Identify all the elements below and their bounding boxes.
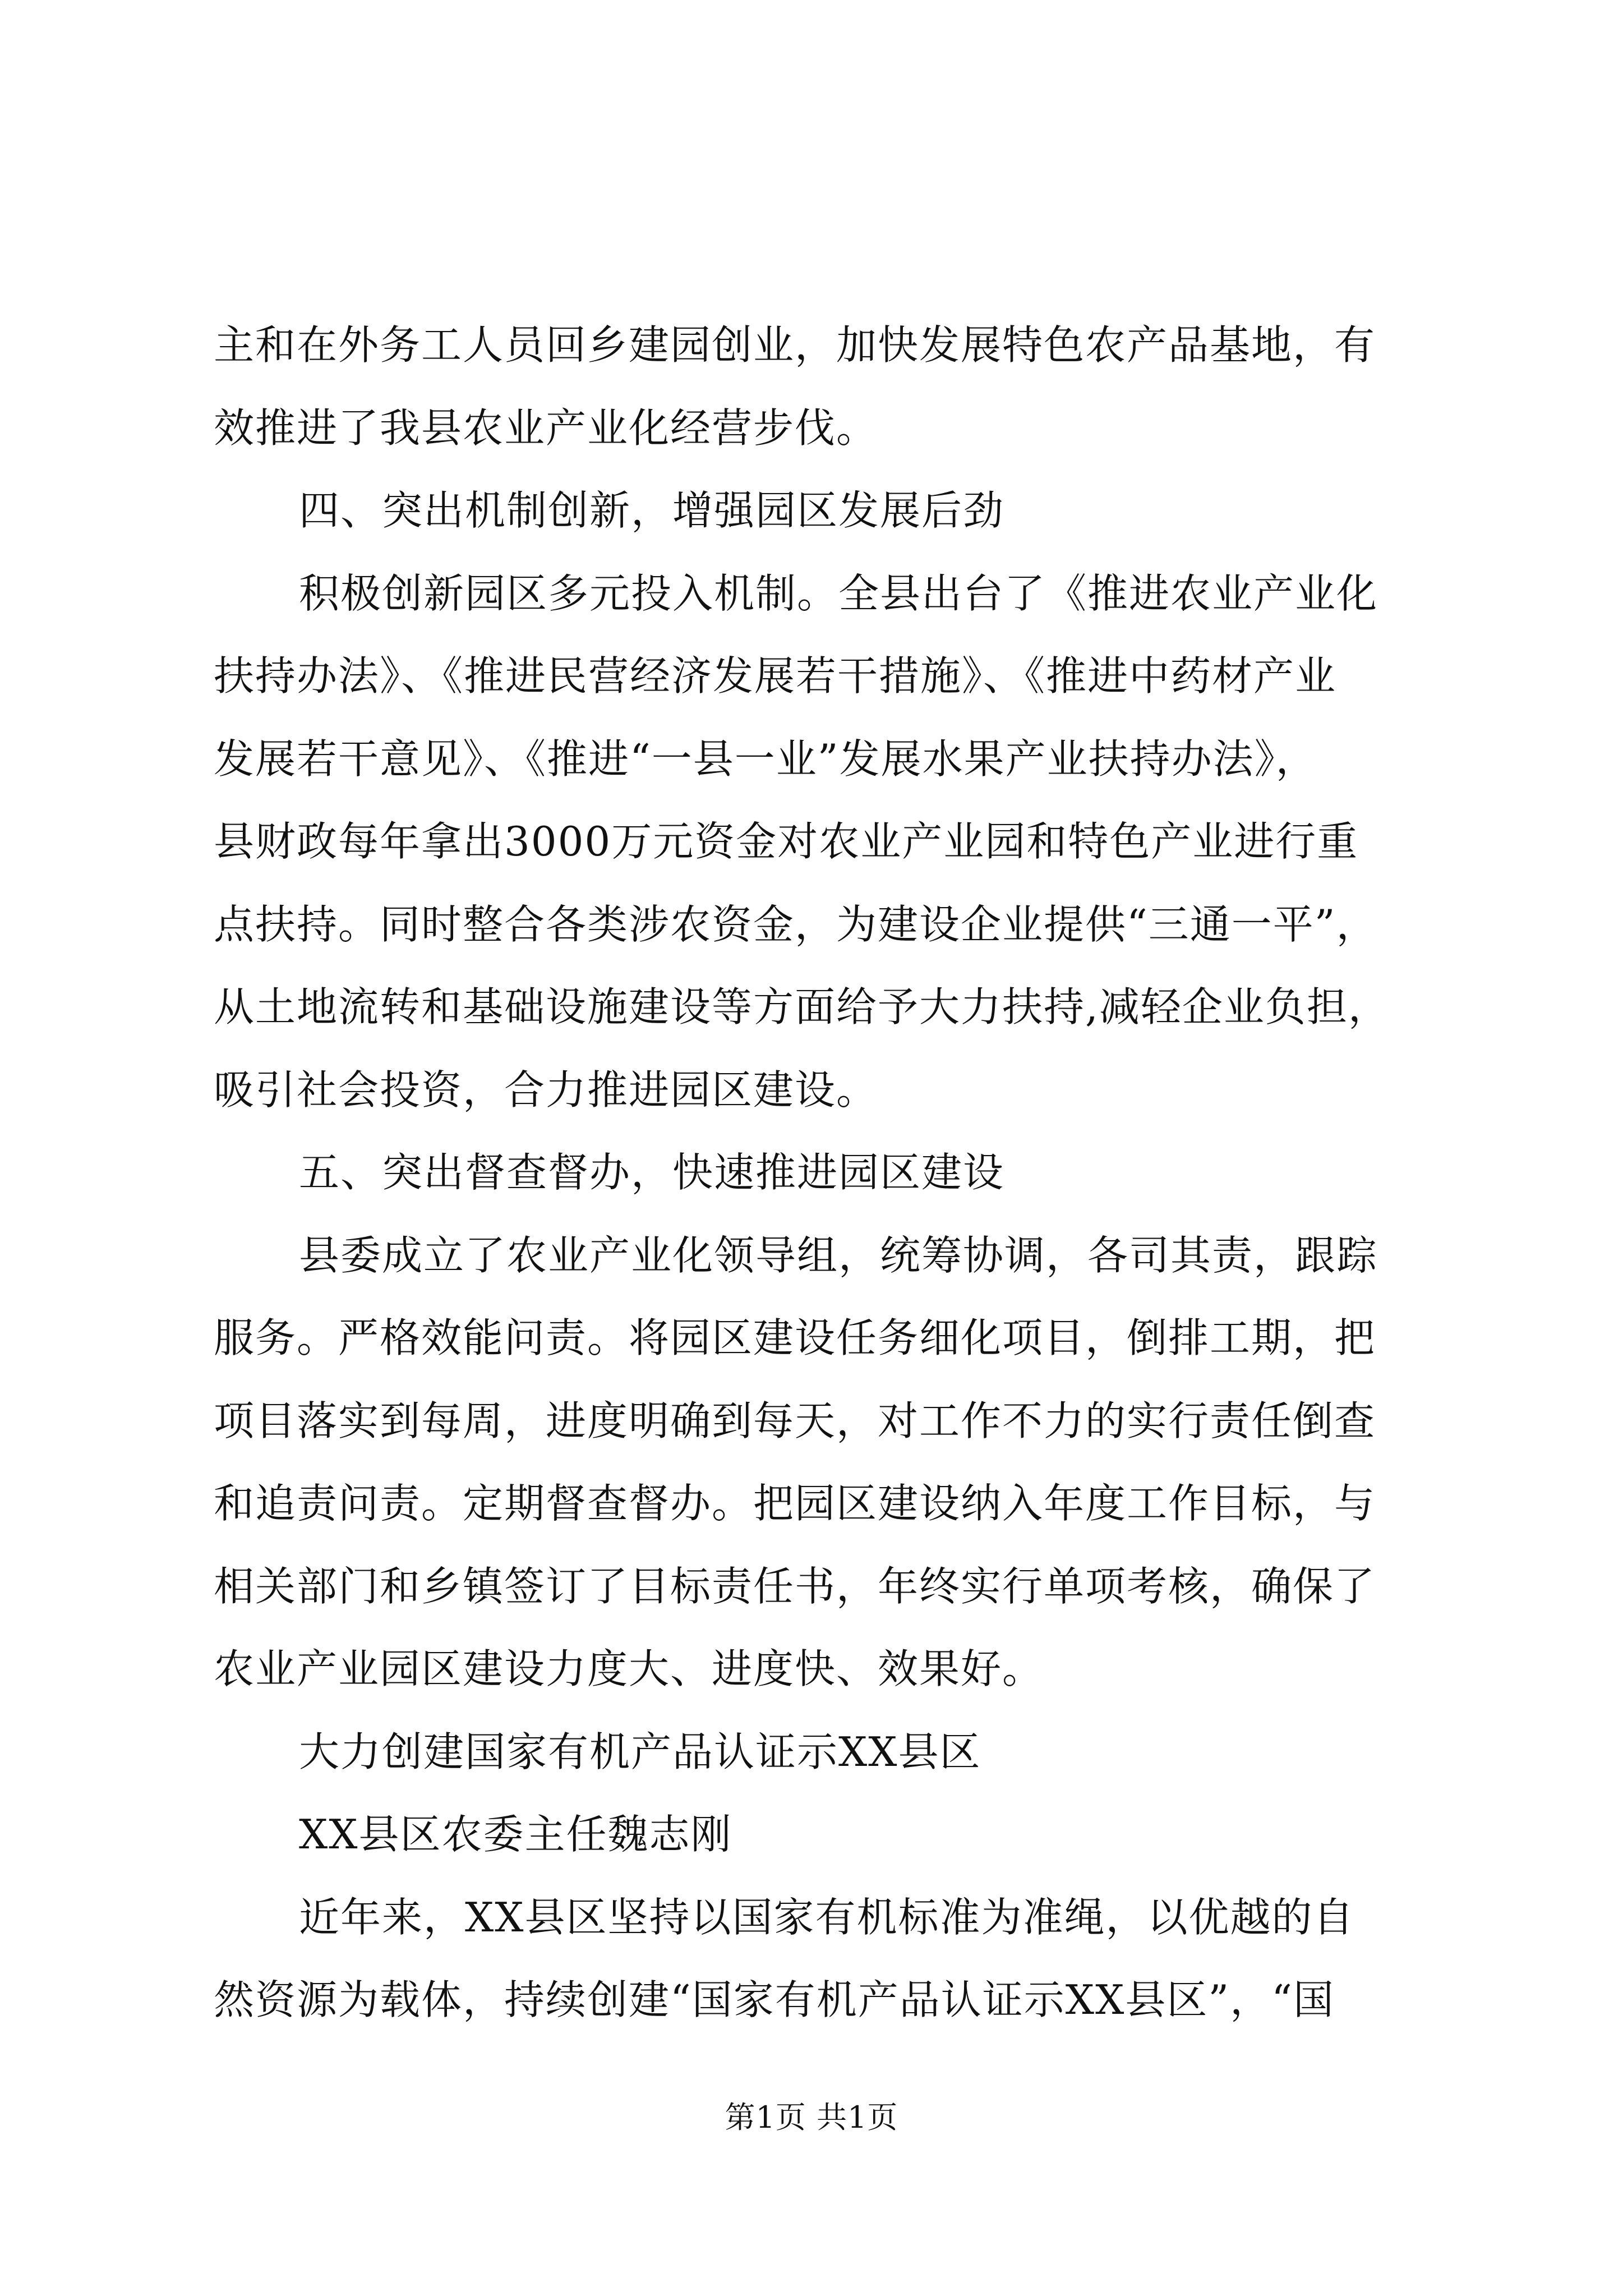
text-line: 项目落实到每周，进度明确到每天，对工作不力的实行责任倒查 [214, 1397, 1376, 1444]
text-line: 然资源为载体，持续创建“国家有机产品认证示XX县区”，“国 [214, 1976, 1335, 2023]
text-line: XX县区农委主任魏志刚 [299, 1811, 732, 1858]
text-line: 效推进了我县农业产业化经营步伐。 [214, 404, 878, 452]
text-line: 县财政每年拿出3000万元资金对农业产业园和特色产业进行重 [214, 818, 1359, 865]
text-line: 大力创建国家有机产品认证示XX县区 [299, 1728, 981, 1775]
text-line: 吸引社会投资，合力推进园区建设。 [214, 1066, 878, 1114]
text-line: 相关部门和乡镇签订了目标责任书，年终实行单项考核，确保了 [214, 1562, 1376, 1610]
text-line: 县委成立了农业产业化领导组，统筹协调，各司其责，跟踪 [299, 1231, 1378, 1279]
text-line: 和追责问责。定期督查督办。把园区建设纳入年度工作目标，与 [214, 1480, 1376, 1527]
text-line: 发展若干意见》、《推进“一县一业”发展水果产业扶持办法》， [214, 735, 1317, 783]
text-line: 主和在外务工人员回乡建园创业，加快发展特色农产品基地，有 [214, 321, 1376, 369]
page-footer: 第1页 共1页 [725, 2100, 898, 2135]
text-line: 点扶持。同时整合各类涉农资金，为建设企业提供“三通一平”， [214, 900, 1378, 948]
text-line: 扶持办法》、《推进民营经济发展若干措施》、《推进中药材产业 [214, 652, 1337, 700]
text-line: 服务。严格效能问责。将园区建设任务细化项目，倒排工期，把 [214, 1314, 1376, 1361]
text-line: 农业产业园区建设力度大、进度快、效果好。 [214, 1645, 1044, 1692]
text-line: 五、突出督查督办，快速推进园区建设 [299, 1149, 1005, 1196]
document-body [214, 304, 1419, 2042]
text-line: 从土地流转和基础设施建设等方面给予大力扶持,减轻企业负担， [214, 983, 1390, 1030]
text-line: 四、突出机制创新，增强园区发展后劲 [299, 487, 1005, 534]
text-line: 积极创新园区多元投入机制。全县出台了《推进农业产业化 [299, 569, 1378, 617]
text-line: 近年来，XX县区坚持以国家有机标准为准绳，以优越的自 [299, 1893, 1355, 1941]
